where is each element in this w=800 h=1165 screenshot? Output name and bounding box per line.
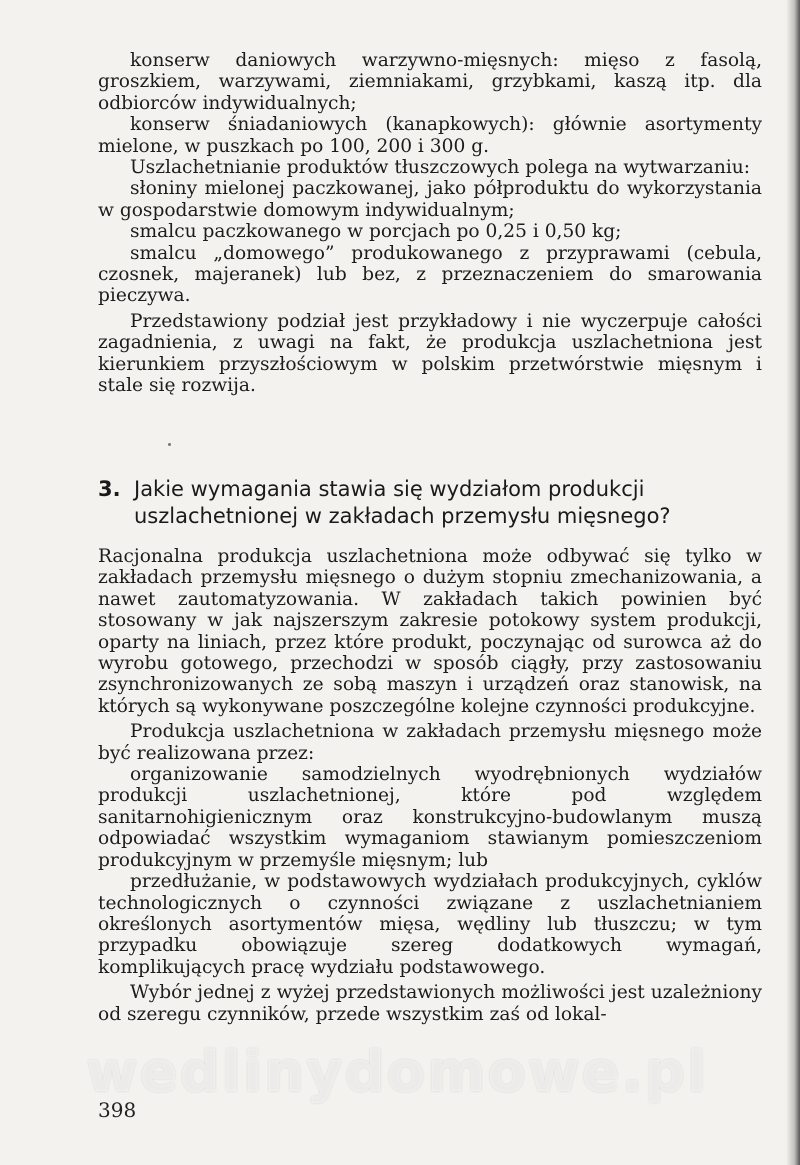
paragraph: słoniny mielonej paczkowanej, jako półproduktu do wykorzystania w gospodarstwie domowym indywidualnym; (98, 178, 762, 221)
heading-text-2: uszlachetnionej w zakładach przemysłu mięsnego? (134, 504, 671, 528)
paragraph: konserw daniowych warzywno-mięsnych: mięso z fasolą, groszkiem, warzywami, ziemniakami, grzybkami, kaszą itp. dla odbiorców indywidualnych; (98, 50, 762, 114)
watermark: wedlinydomowe.pl (86, 1040, 709, 1105)
page-edge-shadow (786, 0, 800, 1165)
bottom-text-block (98, 546, 762, 1025)
paragraph: smalcu paczkowanego w porcjach po 0,25 i 0,50 kg; (130, 221, 622, 243)
paragraph: przedłużanie, w podstawowych wydziałach produkcyjnych, cyklów technologicznych o czynności związane z uszlachetnianiem określonych asortymentów mięsa, wędliny lub tłuszczu; w tym przypadku obowiązuje szereg dodatkowych wymagań, komplikujących pracę wydziału podstawowego. (98, 871, 762, 978)
heading-text-1: Jakie wymagania stawia się wydziałom produkcji (134, 477, 645, 501)
paragraph: smalcu „domowego” produkowanego z przyprawami (cebula, czosnek, majeranek) lub bez, z przeznaczeniem do smarowania pieczywa. (98, 242, 762, 307)
paragraph: Wybór jednej z wyżej przedstawionych możliwości jest uzależniony od szeregu czynników, przede wszystkim zaś od lokal- (98, 982, 762, 1025)
paragraph: Racjonalna produkcja uszlachetniona może odbywać się tylko w zakładach przemysłu mięsnego o dużym stopniu zmechanizowania, a nawet zautomatyzowania. W zakładach takich powinien być stosowany w jak najszerszym zakresie potokowy system produkcji, oparty na liniach, przez które produkt, poczynając od surowca aż do wyrobu gotowego, przechodzi w sposób ciągły, przy zastosowaniu zsynchronizowanych ze sobą maszyn i urządzeń oraz stanowisk, na których są wykonywane poszczególne kolejne czynności produkcyjne. (98, 546, 762, 717)
top-text-block (98, 50, 762, 397)
page-number: 398 (98, 1098, 137, 1122)
paragraph: Produkcja uszlachetniona w zakładach przemysłu mięsnego może być realizowana przez: (98, 721, 762, 764)
paragraph: Przedstawiony podział jest przykładowy i nie wyczerpuje całości zagadnienia, z uwagi na fakt, że produkcja uszlachetniona jest kierunkiem przyszłościowym w polskim przetwórstwie mięsnym i stale się rozwija. (98, 310, 762, 397)
stray-dot (168, 443, 171, 446)
section-heading (98, 476, 762, 530)
paragraph: konserw śniadaniowych (kanapkowych): głównie asortymenty mielone, w puszkach po 100, 200 i 300 g. (98, 114, 762, 157)
heading-number: 3. (98, 477, 121, 501)
heading-line-1 (98, 476, 762, 503)
paragraph: Uszlachetnianie produktów tłuszczowych polega na wytwarzaniu: (130, 157, 751, 179)
paragraph: organizowanie samodzielnych wyodrębnionych wydziałów produkcji uszlachetnionej, które pod względem sanitarnohigienicznym oraz konstrukcyjno-budowlanym muszą odpowiadać wszystkim wymaganiom stawianym pomieszczeniom produkcyjnym w przemyśle mięsnym; lub (98, 764, 762, 871)
